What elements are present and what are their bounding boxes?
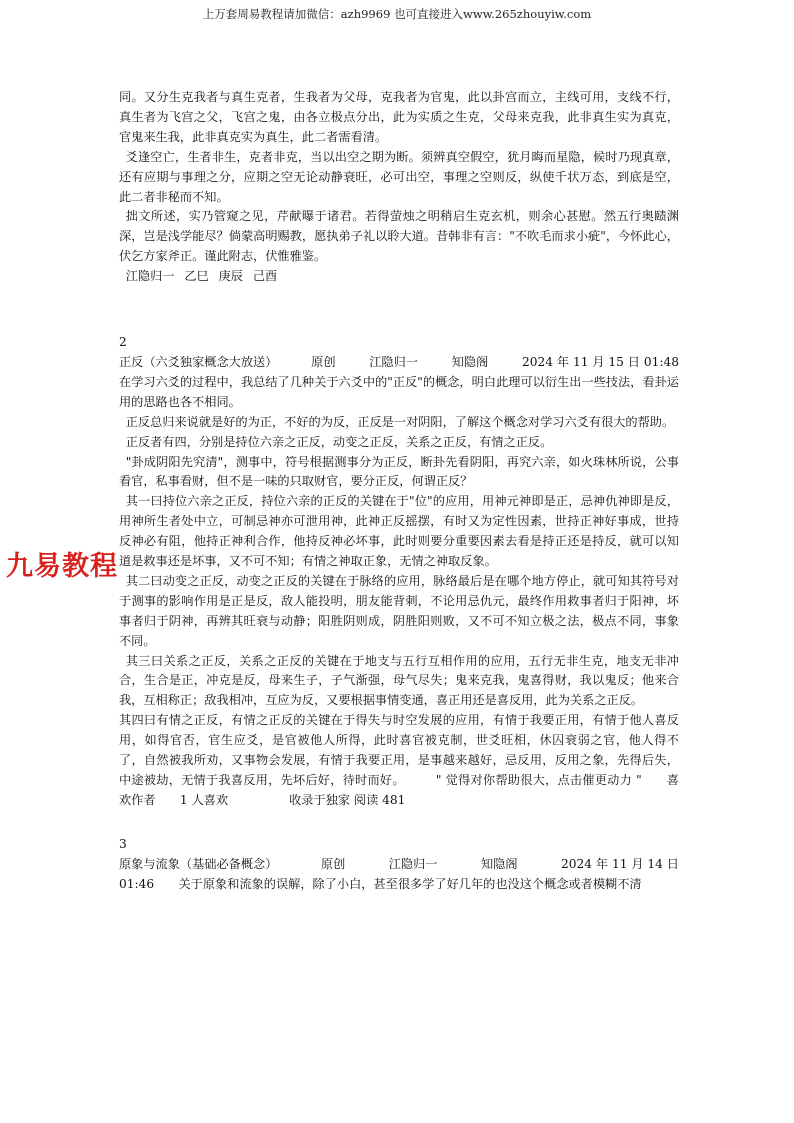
article-title: 正反（六爻独家概念大放送）: [119, 354, 278, 369]
author-name: 江隐归一: [388, 856, 438, 871]
signature-date-part: 己酉: [252, 269, 278, 284]
column-name: 知隐阁: [480, 856, 518, 871]
publish-date: 2024 年 11 月 15 日 01:48: [522, 354, 679, 369]
author-name: 江隐归一: [369, 354, 418, 369]
paragraph: 在学习六爻的过程中，我总结了几种关于六爻中的"正反"的概念，明白此理可以衍生出一些技法，看卦运用的思路也各不相同。: [119, 374, 679, 409]
paragraph: "卦成阴阳先究清"，测事中，符号根据测事分为正反，断卦先看阴阳，再究六亲，如火珠林所说，公事看官，私事看财，但不是一味的只取财官，要分正反，何谓正反？: [119, 454, 679, 489]
watermark-logo: 九易教程: [6, 551, 118, 582]
article-title-line: [119, 353, 679, 373]
paragraph: 其三曰关系之正反，关系之正反的关键在于地支与五行互相作用的应用，五行无非生克，地支无非冲合，生合是正，冲克是反，母来生子，子气渐强，母气尽失；鬼来克我，鬼喜得财，我以鬼反；他来合我，互相称正；敌我相冲，互应为反，又要根据事情变通，喜正用还是喜反用，此为关系之正反。: [119, 653, 679, 708]
signature-line: [119, 267, 679, 287]
paragraph: 其二曰动变之正反，动变之正反的关键在于脉络的应用，脉络最后是在哪个地方停止，就可知其符号对于测事的影响作用是正是反，敌人能投明，朋友能背刺，不论用忌仇元，最终作用救事者归于阳神，坏事者归于阴神，再辨其旺衰与动静；阳胜阴则成，阴胜阳则败，又不可不知立极之法，极点不同，事象不同。: [119, 573, 679, 648]
paragraph: 同。又分生克我者与真生克者，生我者为父母，克我者为官鬼，此以卦宫而立，主线可用，支线不行，真生者为飞宫之父，飞宫之鬼，由各立极点分出，此为实质之生克，父母来克我，此非真生实为真克，官鬼来生我，此非真克实为真生，此二者需看清。: [119, 90, 679, 144]
original-tag: 原创: [311, 354, 336, 369]
signature-date-part: 乙巳: [184, 269, 209, 284]
article-title-line: [119, 855, 679, 875]
paragraph: 其一曰持位六亲之正反，持位六亲的正反的关键在于"位"的应用，用神元神即是正，忌神仇神即是反，用神所生者处中立，可制忌神亦可泄用神，此神正反摇摆，有时又为定性因素，世持正神好事成，世持反神必有阻，他持正神利合作，他持反神必坏事，此时则要分重要因素去看是持正还是持反，就可以知道是救事还是坏事，又不可不知；有情之神取正象，无情之神取反象。: [119, 494, 679, 569]
document-body: [119, 88, 679, 895]
paragraph: 爻逢空亡，生者非生，克者非克，当以出空之期为断。须辨真空假空，犹月晦而星隐，候时乃现真章，还有应期与事理之分，应期之空无论动静衰旺，必可出空，事理之空则反，纵使千状万态，到底是空，此二者非秘而不知。: [119, 149, 679, 204]
paragraph: 拙文所述，实乃管窥之见，芹献曝于诸君。若得萤烛之明稍启生克玄机，则余心甚慰。然五行奥赜渊深，岂是浅学能尽？倘蒙高明赐教，愿执弟子礼以聆大道。昔韩非有言："不吹毛而求小疵"，今怀此心，伏乞方家斧正。谨此附志，伏惟雅鉴。: [119, 209, 679, 264]
section-number: 2: [119, 335, 127, 350]
paragraph: 正反者有四，分别是持位六亲之正反，动变之正反，关系之正反，有情之正反。: [125, 434, 553, 449]
paragraph: 其四曰有情之正反，有情之正反的关键在于得失与时空发展的应用，有情于我要正用，有情于他人喜反用，如得官否，官生应爻，是官被他人所得，此时喜官被克制，世爻旺相，休囚衰弱之官，他人得不了，自然被我所劝，又事物会发展，有情于我要正用，是事越来越好，忌反用，反用之象，先得后失，中途被劫，无情于我喜反用，先坏后好，待时而好。 " 觉得对你帮助很大，点击催更动力 " 喜欢作者 1 人喜欢 收录于独家 阅读 481: [119, 713, 679, 807]
original-tag: 原创: [320, 856, 346, 871]
signature-date-part: 庚辰: [218, 269, 243, 284]
signature-author: 江隐归一: [125, 269, 175, 284]
column-name: 知隐阁: [451, 354, 489, 369]
section-number: 3: [119, 836, 127, 851]
paragraph: 01:46 关于原象和流象的误解，除了小白，甚至很多学了好几年的也没这个概念或者模糊不清: [119, 876, 642, 891]
page-header: 上万套周易教程请加微信：azh9969 也可直接进入www.265zhouyiw.com: [202, 7, 592, 21]
article-title: 原象与流象（基础必备概念）: [119, 856, 278, 871]
publish-date: 2024 年 11 月 14 日: [561, 856, 679, 871]
paragraph: 正反总归来说就是好的为正，不好的为反，正反是一对阴阳，了解这个概念对学习六爻有很大的帮助。: [125, 414, 675, 429]
